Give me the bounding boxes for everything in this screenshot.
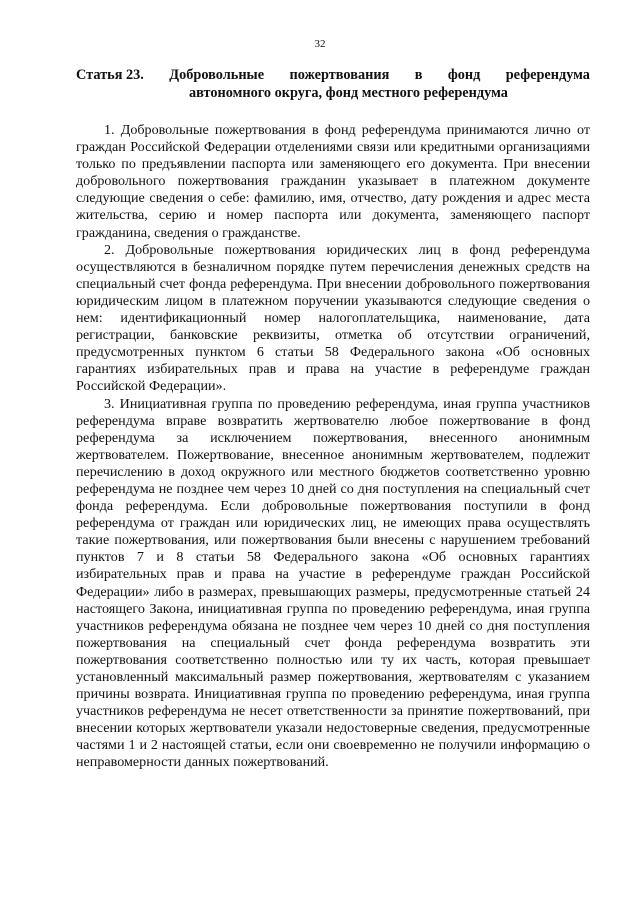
heading-word: референдума [505, 67, 590, 83]
heading-word: Добровольные [169, 67, 265, 83]
article-number: Статья 23. [76, 67, 144, 83]
article-heading-line-1 [76, 66, 590, 84]
heading-word: в [414, 67, 423, 83]
paragraph-3: 3. Инициативная группа по проведению референдума, иная группа участников референдума вправе возвратить жертвователю любое пожертвование в фонд референдума за исключением пожертвования, внесенного анонимным жертвователем. Пожертвование, внесенное анонимным жертвователем, подлежит перечислению в доход окружного или местного бюджетов соответственно уровню референдума не позднее чем через 10 дней со дня поступления на специальный счет фонда референдума. Если добровольные пожертвования поступили в фонд референдума от граждан или юридических лиц, не имеющих права осуществлять такие пожертвования, или пожертвования были внесены с нарушением требований пунктов 7 и 8 статьи 58 Федерального закона «Об основных гарантиях избирательных прав и права на участие в референдуме граждан Российской Федерации» либо в размерах, превышающих размеры, предусмотренные статьей 24 настоящего Закона, инициативная группа по проведению референдума, иная группа участников референдума обязана не позднее чем через 10 дней со дня поступления пожертвования на специальный счет фонда референдума возвратить эти пожертвования соответственно полностью или ту их часть, которая превышает установленный максимальный размер пожертвования, жертвователям с указанием причины возврата. Инициативная группа по проведению референдума, иная группа участников референдума не несет ответственности за принятие пожертвований, при внесении которых жертвователи указали недостоверные сведения, предусмотренные частями 1 и 2 настоящей статьи, если они своевременно не получили информацию о неправомерности данных пожертвований. [76, 395, 590, 771]
paragraph-1: 1. Добровольные пожертвования в фонд референдума принимаются лично от граждан Российской Федерации отделениями связи или кредитными организациями только по предъявлении паспорта или заменяющего его документа. При внесении добровольного пожертвования гражданин указывает в платежном документе следующие сведения о себе: фамилию, имя, отчество, дату рождения и адрес места жительства, серию и номер паспорта или документа, заменяющего паспорт гражданина, сведения о гражданстве. [76, 122, 590, 241]
article-body [76, 122, 590, 772]
article-heading [76, 66, 590, 102]
paragraph-2: 2. Добровольные пожертвования юридических лиц в фонд референдума осуществляются в безналичном порядке путем перечисления денежных средств на специальный счет фонда референдума. При внесении добровольного пожертвования юридическим лицом в платежном поручении указываются следующие сведения о нем: идентификационный номер налогоплательщика, наименование, дата регистрации, банковские реквизиты, отметка об отсутствии ограничений, предусмотренных пунктом 6 статьи 58 Федерального закона «Об основных гарантиях избирательных прав и права на участие в референдуме граждан Российской Федерации». [76, 241, 590, 395]
heading-word: пожертвования [289, 67, 390, 83]
article-heading-line-2: автономного округа, фонд местного референдума [189, 85, 508, 101]
heading-word: фонд [447, 67, 481, 83]
page-number: 32 [314, 38, 326, 50]
